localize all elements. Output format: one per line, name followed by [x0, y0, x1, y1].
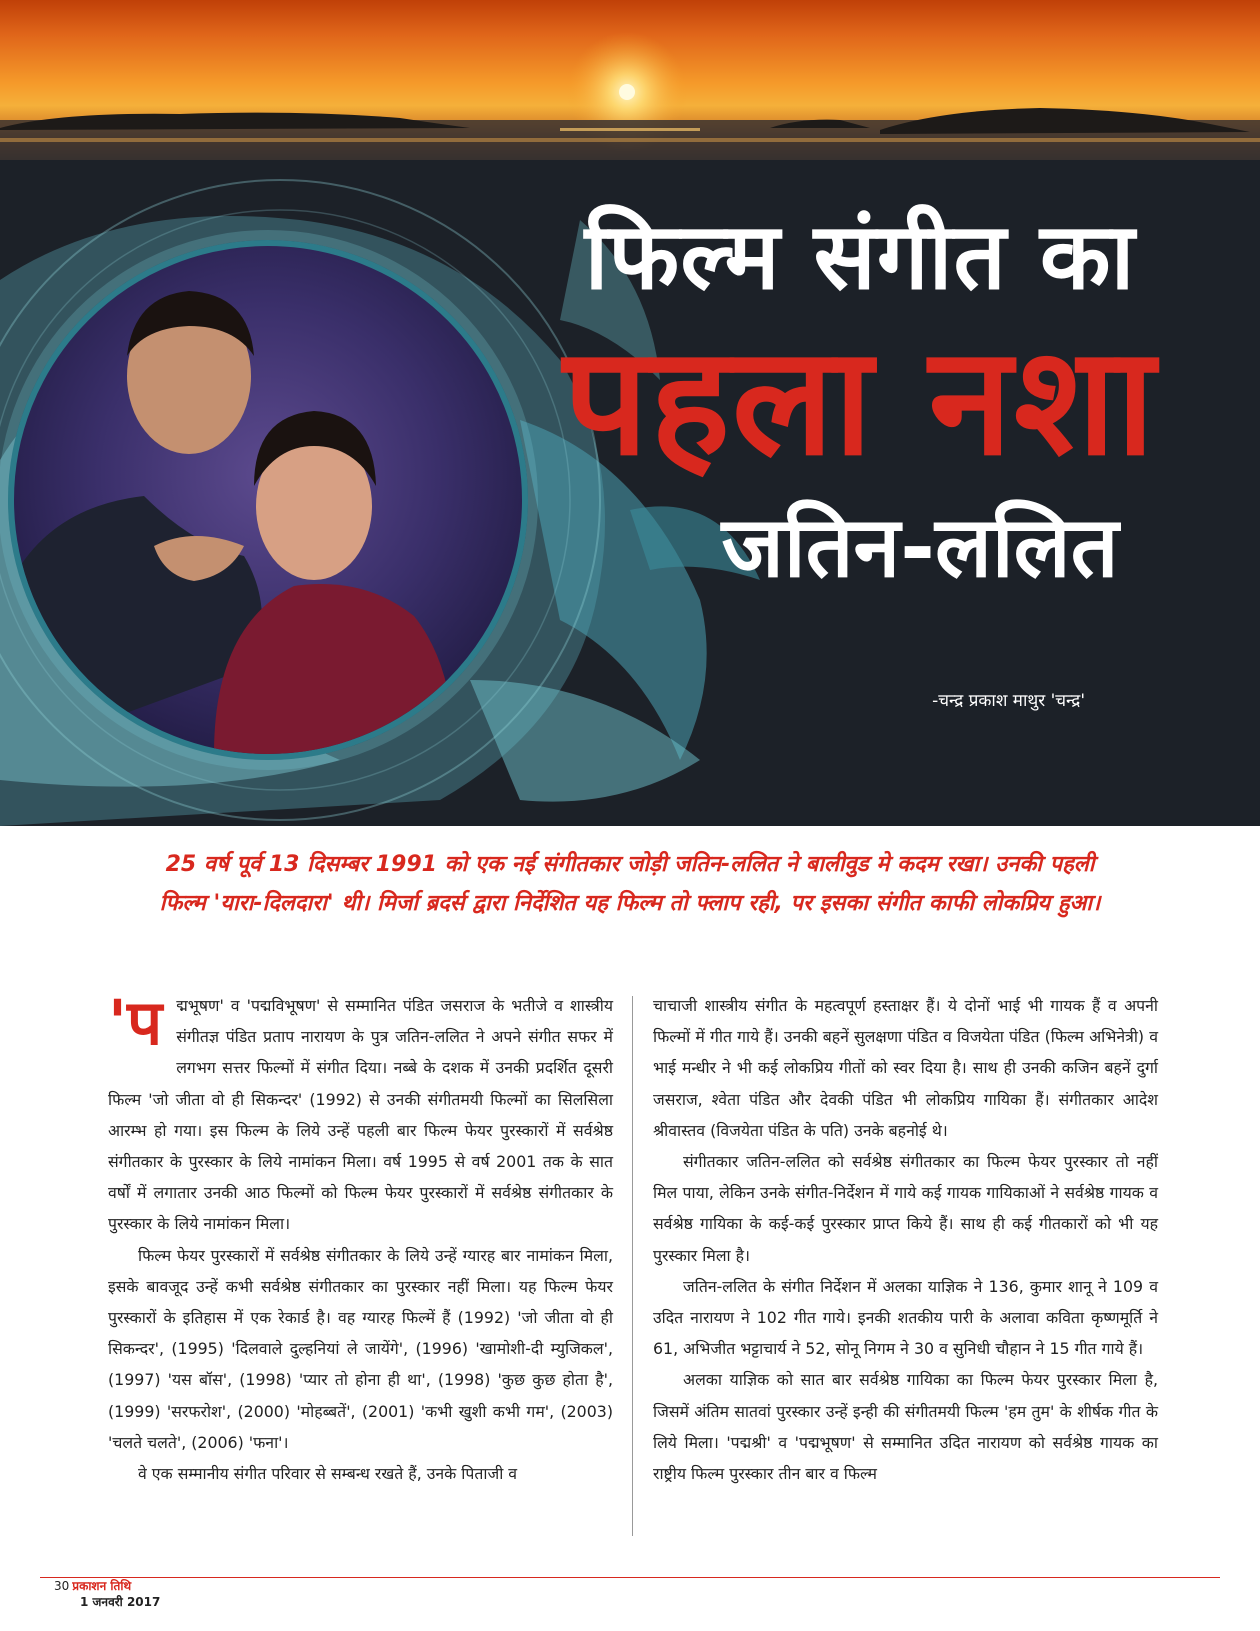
body-paragraph: फिल्म फेयर पुरस्कारों में सर्वश्रेष्ठ संगीतकार के लिये उन्हें ग्यारह बार नामांकन मिला, इसके बावजूद उन्हें कभी सर्वश्रेष्ठ संगीतकार का पुरस्कार नहीं मिला। यह फिल्म फेयर पुरस्कारों के इतिहास में एक रेकार्ड है। वह ग्यारह फिल्में हैं (1992) 'जो जीता वो ही सिकन्दर', (1995) 'दिलवाले दुल्हनियां ले जायेंगे', (1996) 'खामोशी-दी म्युजिकल', (1997) 'यस बॉस', (1998) 'प्यार तो होना ही था', (1998) 'कुछ कुछ होता है', (1999) 'सरफरोश', (2000) 'मोहब्बतें', (2001) 'कभी खुशी कभी गम', (2003) 'चलते चलते', (2006) 'फना'।: [108, 1245, 613, 1452]
magazine-name: प्रकाशन तिथि: [72, 1579, 132, 1593]
hero-section: [0, 160, 1260, 826]
body-paragraph: संगीतकार जतिन-ललित को सर्वश्रेष्ठ संगीतकार का फिल्म फेयर पुरस्कार तो नहीं मिल पाया, लेकिन उनके संगीत-निर्देशन में गाये कई गायक गायिकाओं ने सर्वश्रेष्ठ गायक व सर्वश्रेष्ठ गायिका के कई-कई पुरस्कार प्राप्त किये हैं। साथ ही कई गीतकारों को भी यह पुरस्कार मिला है।: [653, 1152, 1158, 1265]
body-paragraph: 'प द्मभूषण' व 'पद्मविभूषण' से सम्मानित पंडित जसराज के भतीजे व शास्त्रीय संगीतज्ञ पंडित प्रताप नारायण के पुत्र जतिन-ललित ने अपने संगीत सफर में लगभग सत्तर फिल्मों में संगीत दिया। नब्बे के दशक में उनकी प्रदर्शित दूसरी फिल्म 'जो जीता वो ही सिकन्दर' (1992) से उनकी संगीतमयी फिल्मों का सिलसिला आरम्भ हो गया। इस फिल्म के लिये उन्हें पहली बार फिल्म फेयर पुरस्कारों में सर्वश्रेष्ठ संगीतकार के पुरस्कार के लिये नामांकन मिला। वर्ष 1995 से वर्ष 2001 तक के सात वर्षों में लगातार उनकी आठ फिल्मों को फिल्म फेयर पुरस्कारों में सर्वश्रेष्ठ संगीतकार के पुरस्कार के लिये नामांकन मिला।: [108, 986, 613, 1234]
sunset-banner-image: [0, 0, 1260, 160]
title-line-2: पहला नशा: [563, 315, 1157, 489]
title-line-1: फिल्म संगीत का: [584, 203, 1136, 310]
drop-cap: 'प: [108, 986, 163, 1059]
intro-standfirst: 25 वर्ष पूर्व 13 दिसम्बर 1991 को एक नई संगीतकार जोड़ी जतिन-ललित ने बालीवुड मे कदम रखा। उनकी पहली फिल्म 'यारा-दिलदारा' थी। मिर्जा ब्रदर्स द्वारा निर्देशित यह फिल्म तो फ्लाप रही, पर इसका संगीत काफी लोकप्रिय हुआ।: [159, 852, 1101, 916]
article-title: [550, 202, 1170, 602]
author-byline: -चन्द्र प्रकाश माथुर 'चन्द्र': [932, 691, 1085, 711]
body-paragraph: वे एक सम्मानीय संगीत परिवार से सम्बन्ध रखते हैं, उनके पिताजी व: [138, 1464, 518, 1484]
page-footer: [54, 1578, 160, 1610]
body-paragraph: अलका याज्ञिक को सात बार सर्वश्रेष्ठ गायिका का फिल्म फेयर पुरस्कार मिला है, जिसमें अंतिम सातवां पुरस्कार उन्हें इन्ही की संगीतमयी फिल्म 'हम तुम' के शीर्षक गीत के लिये मिला। 'पद्मश्री' व 'पद्मभूषण' से सम्मानित उदित नारायण को सर्वश्रेष्ठ गायक का राष्ट्रीय फिल्म पुरस्कार तीन बार व फिल्म: [653, 1370, 1158, 1484]
body-paragraph: जतिन-ललित के संगीत निर्देशन में अलका याज्ञिक ने 136, कुमार शानू ने 109 व उदित नारायण ने 102 गीत गाये। इनकी शतकीय पारी के अलावा कविता कृष्णमूर्ति ने 61, अभिजीत भट्टाचार्य ने 52, सोनू निगम ने 30 व सुनिधी चौहान ने 15 गीत गाये हैं।: [653, 1276, 1158, 1359]
body-paragraph: चाचाजी शास्त्रीय संगीत के महत्वपूर्ण हस्ताक्षर हैं। ये दोनों भाई भी गायक हैं व अपनी फिल्मों में गीत गाये हैं। उनकी बहनें सुलक्षणा पंडित व विजयेता पंडित (फिल्म अभिनेत्री) व भाई मन्धीर ने भी कई लोकप्रिय गीतों को स्वर दिया है। साथ ही उनकी कजिन बहनें दुर्गा जसराज, श्वेता पंडित और देवकी पंडित भी लोकप्रिय गायिका हैं। संगीतकार आदेश श्रीवास्तव (विजयेता पंडित के पति) उनके बहनोई थे।: [653, 996, 1158, 1140]
body-column-right: [653, 990, 1158, 1489]
page-number: 30: [54, 1579, 70, 1593]
column-divider: [632, 996, 633, 1536]
jatin-lalit-portrait-photo: [8, 240, 528, 760]
issue-date: 1 जनवरी 2017: [80, 1595, 161, 1609]
title-line-3: जतिन-ललित: [721, 498, 1119, 596]
body-column-left: [108, 986, 613, 1489]
footer-rule: [40, 1577, 1220, 1578]
